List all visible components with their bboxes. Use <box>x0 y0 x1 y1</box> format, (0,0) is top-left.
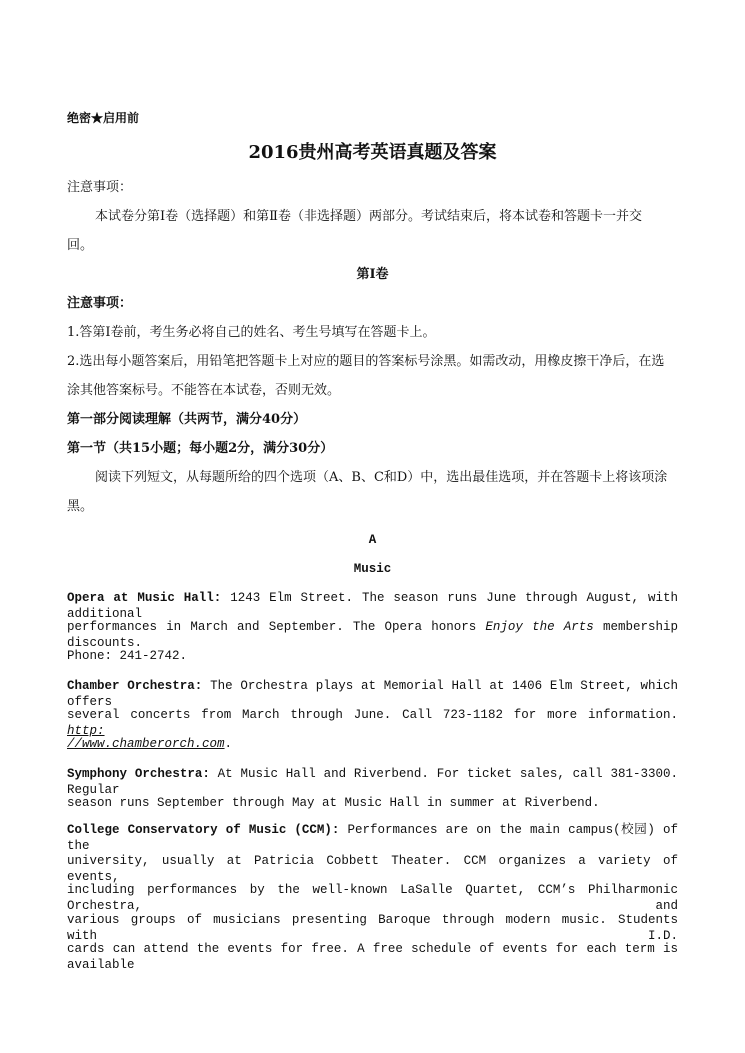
ccm-line-1 <box>67 822 678 854</box>
opera-line-3: Phone: 241-2742. <box>67 649 188 663</box>
opera-text-2a: performances in March and September. The Opera honors <box>67 620 477 634</box>
notice-item-2-line-2: 涂其他答案标号。不能答在本试卷，否则无效。 <box>67 383 341 398</box>
volume-notice-heading: 注意事项： <box>67 296 133 311</box>
chamber-link-start[interactable]: http: <box>67 724 105 738</box>
ccm-name: College Conservatory of Music (CCM): <box>67 823 340 837</box>
chamber-text-2: several concerts from March through June. Call 723-1182 for more information. <box>67 708 678 722</box>
section-heading: 第一节（共15小题；每小题2分，满分30分） <box>67 441 334 456</box>
opera-text-2b: membership discounts. <box>67 620 678 650</box>
chamber-line-3 <box>67 736 678 752</box>
opera-line-2 <box>67 619 678 651</box>
opera-line-1 <box>67 590 678 622</box>
notice-item-2-line-1: 2.选出每小题答案后，用铅笔把答题卡上对应的题目的答案标号涂黑。如需改动，用橡皮擦干净后，在选 <box>67 354 665 369</box>
notice-heading: 注意事项： <box>67 180 133 195</box>
chamber-link-period: . <box>224 737 233 751</box>
symphony-name: Symphony Orchestra: <box>67 767 210 781</box>
ccm-text-1: Performances are on the main campus(校园) of the <box>67 823 678 853</box>
passage-title: Music <box>353 562 392 576</box>
chamber-line-1 <box>67 678 678 710</box>
notice-line-1: 本试卷分第Ⅰ卷（选择题）和第Ⅱ卷（非选择题）两部分。考试结束后，将本试卷和答题卡一并交 <box>95 209 642 224</box>
notice-line-2: 回。 <box>67 238 94 253</box>
symphony-text-1: At Music Hall and Riverbend. For ticket sales, call 381-3300. Regular <box>67 767 678 797</box>
opera-text-2-italic: Enjoy the Arts <box>485 620 594 634</box>
volume-heading: 第Ⅰ卷 <box>356 267 389 282</box>
symphony-line-2: season runs September through May at Music Hall in summer at Riverbend. <box>67 796 600 810</box>
chamber-text-1: The Orchestra plays at Memorial Hall at 1406 Elm Street, which offers <box>67 679 678 709</box>
instruction-line-1: 阅读下列短文，从每题所给的四个选项（A、B、C和D）中，选出最佳选项，并在答题卡上将该项涂 <box>95 470 668 485</box>
chamber-link[interactable]: //www.chamberorch.com <box>67 737 225 751</box>
ccm-line-4: various groups of musicians presenting Baroque through modern music. Students with I.D. <box>67 913 678 943</box>
passage-letter: A <box>368 533 377 547</box>
opera-name: Opera at Music Hall: <box>67 591 222 605</box>
chamber-line-2 <box>67 707 678 739</box>
instruction-line-2: 黑。 <box>67 499 94 514</box>
chamber-name: Chamber Orchestra: <box>67 679 203 693</box>
secret-label: 绝密★启用前 <box>67 111 140 125</box>
ccm-line-2: university, usually at Patricia Cobbett Theater. CCM organizes a variety of events, <box>67 854 678 884</box>
ccm-line-5: cards can attend the events for free. A free schedule of events for each term is available <box>67 942 678 972</box>
opera-text-1: 1243 Elm Street. The season runs June through August, with additional <box>67 591 678 621</box>
symphony-line-1 <box>67 766 678 798</box>
ccm-line-3: including performances by the well-known LaSalle Quartet, CCM’s Philharmonic Orchestra, and <box>67 883 678 913</box>
page-title: 2016贵州高考英语真题及答案 <box>248 142 497 163</box>
notice-item-1: 1.答第Ⅰ卷前，考生务必将自己的姓名、考生号填写在答题卡上。 <box>67 325 436 340</box>
part-heading: 第一部分阅读理解（共两节，满分40分） <box>67 412 307 427</box>
